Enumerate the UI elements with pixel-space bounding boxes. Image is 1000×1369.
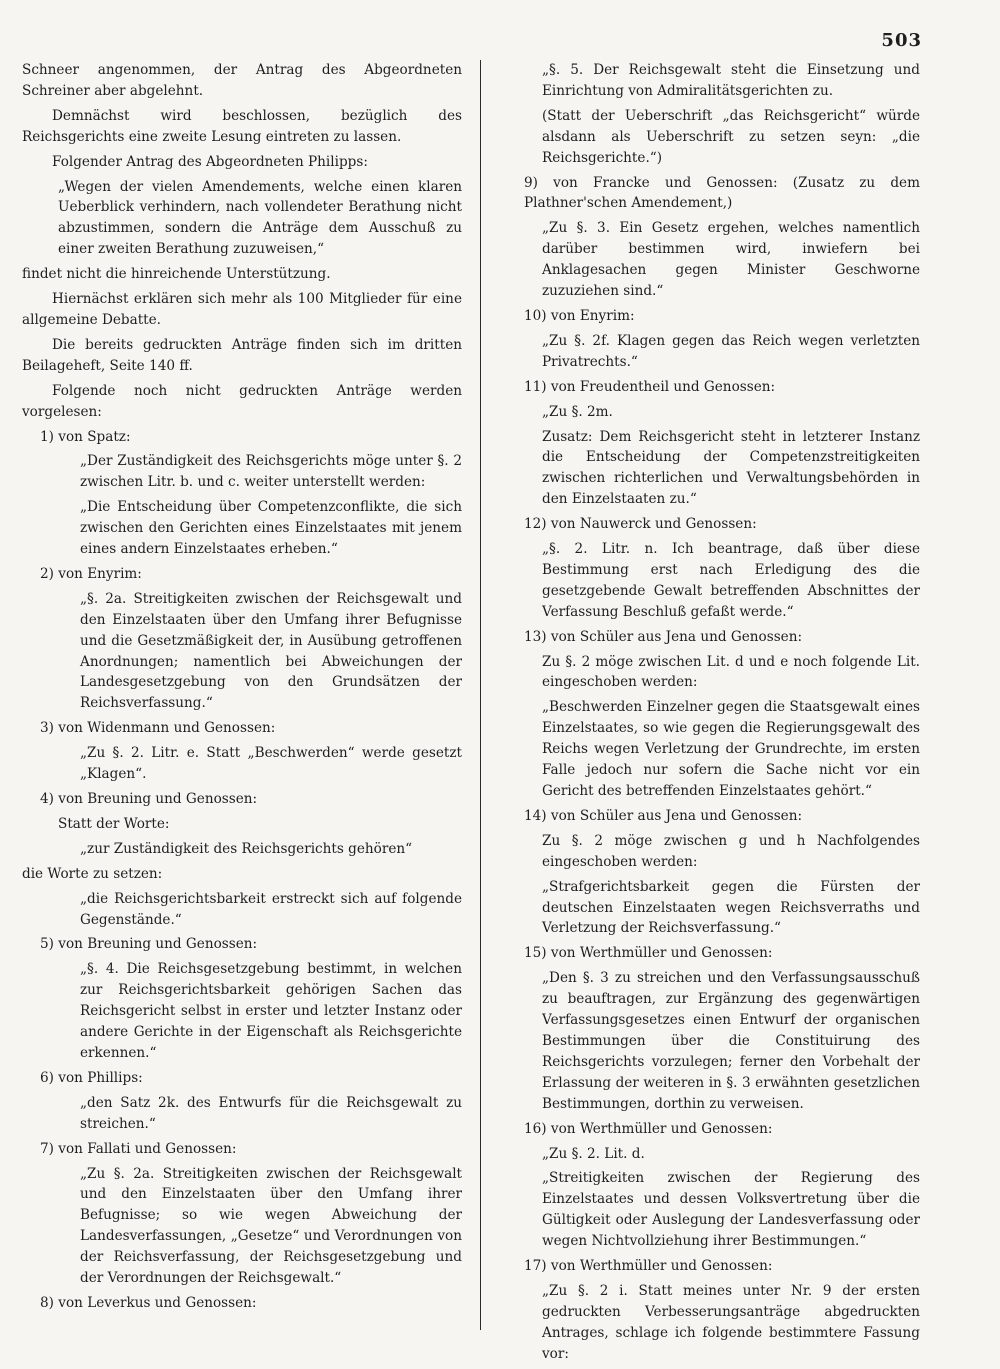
left-paragraph: Statt der Worte: bbox=[58, 815, 170, 832]
right-paragraph: „Beschwerden Einzelner gegen die Staatsgewalt eines Einzelstaates, so wie gegen die Regierungsgewalt des Reichs wegen Verletzung der Grundrechte, im ersten Falle jedoch nur sofern die Sache nicht vor ein Gericht des betreffenden Einzelstaates gehört.“ bbox=[542, 699, 920, 799]
right-paragraph: 9) von Francke und Genossen: (Zusatz zu dem Plathner'schen Amendement,) bbox=[524, 174, 920, 212]
right-paragraph: 11) von Freudentheil und Genossen: bbox=[524, 378, 776, 395]
left-paragraph: „Zu §. 2. Litr. e. Statt „Beschwerden“ werde gesetzt „Klagen“. bbox=[80, 745, 462, 783]
left-paragraph: 3) von Widenmann und Genossen: bbox=[40, 720, 276, 737]
left-paragraph: 1) von Spatz: bbox=[40, 428, 131, 445]
left-paragraph: Folgende noch nicht gedruckten Anträge werden vorgelesen: bbox=[22, 382, 462, 420]
right-paragraph: Zu §. 2 möge zwischen g und h Nachfolgendes eingeschoben werden: bbox=[542, 832, 920, 870]
right-paragraph: „§. 2. Litr. n. Ich beantrage, daß über diese Bestimmung erst nach Erledigung des die gesetzgebende Gewalt betreffenden Abschnittes der Verfassung Beschluß gefaßt werde.“ bbox=[542, 541, 920, 620]
left-column bbox=[22, 60, 462, 1318]
right-paragraph: „Zu §. 2 i. Statt meines unter Nr. 9 der ersten gedruckten Verbesserungsanträge abgedruckten Antrages, schlage ich folgende bestimmtere Fassung vor: bbox=[542, 1282, 920, 1362]
left-paragraph: „den Satz 2k. des Entwurfs für die Reichsgewalt zu streichen.“ bbox=[80, 1094, 462, 1132]
right-paragraph: 14) von Schüler aus Jena und Genossen: bbox=[524, 807, 803, 824]
right-paragraph: 16) von Werthmüller und Genossen: bbox=[524, 1120, 773, 1137]
right-paragraph: „Zu §. 2. Lit. d. bbox=[542, 1145, 645, 1162]
left-paragraph: Schneer angenommen, der Antrag des Abgeordneten Schreiner aber abgelehnt. bbox=[22, 62, 462, 99]
left-paragraph: „Wegen der vielen Amendements, welche einen klaren Ueberblick verhindern, nach vollendeter Berathung nicht abzustimmen, sondern die Anträge dem Ausschuß zu einer zweiten Berathung zuzuweisen,“ bbox=[58, 178, 462, 258]
right-paragraph: 13) von Schüler aus Jena und Genossen: bbox=[524, 628, 803, 645]
right-paragraph: „Zu §. 2f. Klagen gegen das Reich wegen verletzten Privatrechts.“ bbox=[542, 332, 920, 370]
right-paragraph: 15) von Werthmüller und Genossen: bbox=[524, 945, 773, 962]
right-paragraph: 17) von Werthmüller und Genossen: bbox=[524, 1258, 773, 1275]
left-paragraph: die Worte zu setzen: bbox=[22, 865, 163, 882]
right-paragraph: 10) von Enyrim: bbox=[524, 307, 635, 324]
left-paragraph: „§. 2a. Streitigkeiten zwischen der Reichsgewalt und den Einzelstaaten über den Umfang ihrer Befugnisse und die Gesetzmäßigkeit der, in Ausübung getroffenen Anordnungen; namentlich bei Abweichungen der Landesgesetzgebung von den Grundsätzen der Reichsverfassung.“ bbox=[80, 590, 462, 712]
left-paragraph: 6) von Phillips: bbox=[40, 1069, 143, 1086]
left-paragraph: „Zu §. 2a. Streitigkeiten zwischen der Reichsgewalt und den Einzelstaaten über den Umfang ihrer Befugnisse; so wie wegen Abweichung der Landesverfassungen, „Gesetze“ und Verordnungen von der Reichsverfassung, der Reichsgesetzgebung und der Verordnungen der Reichsgewalt.“ bbox=[80, 1165, 462, 1287]
right-paragraph: „Streitigkeiten zwischen der Regierung des Einzelstaates und dessen Volksvertretung über die Gültigkeit oder Auslegung der Landesverfassung oder wegen Nichtvollziehung ihrer Bestimmungen.“ bbox=[542, 1170, 920, 1250]
right-paragraph: „Strafgerichtsbarkeit gegen die Fürsten der deutschen Einzelstaaten wegen Reichsverraths und Verletzung der Reichsverfassung.“ bbox=[542, 878, 920, 937]
left-paragraph: „Der Zuständigkeit des Reichsgerichts möge unter §. 2 zwischen Litr. b. und c. weiter unterstellt werden: bbox=[80, 453, 462, 491]
right-paragraph: „Zu §. 3. Ein Gesetz ergehen, welches namentlich darüber bestimmen wird, inwiefern bei Anklagesachen gegen Minister Geschworne zuzuziehen sind.“ bbox=[542, 220, 920, 300]
left-paragraph: „zur Zuständigkeit des Reichsgerichts gehören“ bbox=[80, 840, 413, 857]
right-column bbox=[506, 60, 920, 1369]
left-paragraph: Hiernächst erklären sich mehr als 100 Mitglieder für eine allgemeine Debatte. bbox=[22, 291, 462, 328]
page-number: 503 bbox=[881, 30, 922, 51]
left-paragraph: 5) von Breuning und Genossen: bbox=[40, 936, 258, 953]
right-paragraph: „Den §. 3 zu streichen und den Verfassungsausschuß zu beauftragen, zur Ergänzung des gegenwärtigen Verfassungsgesetzes einen Entwurf der organischen Bestimmungen über die Constituirung des Reichsgerichts vorzulegen; ferner den Vorbehalt der Erlassung der weiteren in §. 3 erwähnten gesetzlichen Bestimmungen, dorthin zu verweisen. bbox=[542, 970, 920, 1112]
right-paragraph: Zu §. 2 möge zwischen Lit. d und e noch folgende Lit. eingeschoben werden: bbox=[542, 653, 920, 691]
right-paragraph: „§. 5. Der Reichsgewalt steht die Einsetzung und Einrichtung von Admiralitätsgerichten zu. bbox=[542, 62, 920, 99]
right-paragraph: (Statt der Ueberschrift „das Reichsgericht“ würde alsdann als Ueberschrift zu setzen seyn: „die Reichsgerichte.“) bbox=[542, 107, 920, 166]
left-paragraph: 4) von Breuning und Genossen: bbox=[40, 791, 258, 807]
left-paragraph: 2) von Enyrim: bbox=[40, 565, 142, 582]
left-paragraph: „§. 4. Die Reichsgesetzgebung bestimmt, in welchen zur Reichsgerichtsbarkeit gehörigen Sachen das Reichsgericht selbst in erster und letzter Instanz oder andere Gerichte in der Eigenschaft als Reichsgerichte erkennen.“ bbox=[80, 961, 462, 1061]
right-paragraph: Zusatz: Dem Reichsgericht steht in letzterer Instanz die Entscheidung der Competenzstreitigkeiten zwischen richterlichen und Verwaltungsbehörden in den Einzelstaaten zu.“ bbox=[542, 428, 920, 508]
left-paragraph: Folgender Antrag des Abgeordneten Philipps: bbox=[52, 153, 368, 170]
left-paragraph: 8) von Leverkus und Genossen: bbox=[40, 1294, 257, 1311]
left-paragraph: Die bereits gedruckten Anträge finden sich im dritten Beilageheft, Seite 140 ff. bbox=[22, 336, 462, 374]
right-paragraph: 12) von Nauwerck und Genossen: bbox=[524, 516, 757, 533]
column-divider bbox=[480, 60, 481, 1330]
left-paragraph: findet nicht die hinreichende Unterstützung. bbox=[22, 266, 331, 283]
left-paragraph: 7) von Fallati und Genossen: bbox=[40, 1140, 237, 1157]
left-paragraph: Demnächst wird beschlossen, bezüglich des Reichsgerichts eine zweite Lesung eintreten zu lassen. bbox=[22, 107, 462, 145]
right-paragraph: „Zu §. 2m. bbox=[542, 403, 613, 420]
left-paragraph: „die Reichsgerichtsbarkeit erstreckt sich auf folgende Gegenstände.“ bbox=[80, 890, 462, 928]
left-paragraph: „Die Entscheidung über Competenzconflikte, die sich zwischen den Gerichten eines Einzelstaates mit jenem eines andern Einzelstaates erheben.“ bbox=[80, 499, 462, 558]
